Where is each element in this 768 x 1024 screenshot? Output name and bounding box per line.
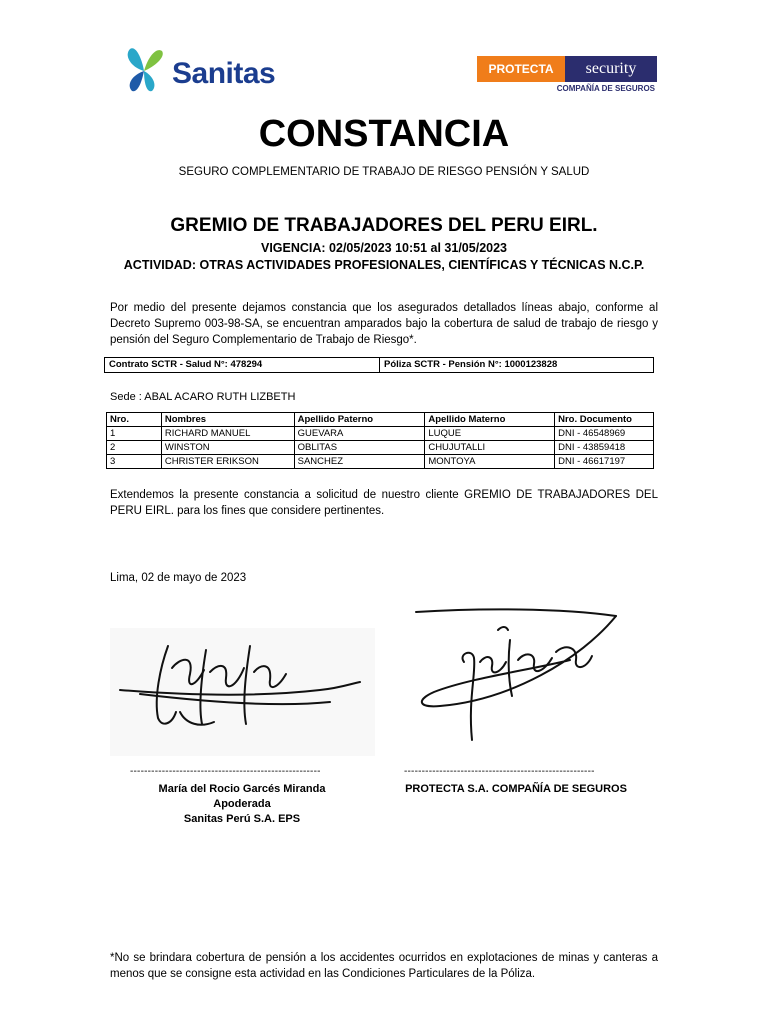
cell-apellido-materno: CHUJUTALLI (425, 441, 555, 455)
cell-apellido-paterno: OBLITAS (294, 441, 425, 455)
signer-sanitas (122, 782, 362, 827)
table-row (107, 441, 654, 455)
table-header-row (107, 413, 654, 427)
signer-organization: PROTECTA S.A. COMPAÑÍA DE SEGUROS (405, 783, 627, 795)
cell-nombres: RICHARD MANUEL (161, 427, 294, 441)
sanitas-butterfly-icon (122, 45, 170, 97)
document-title: CONSTANCIA (258, 113, 510, 155)
cell-apellido-materno: MONTOYA (425, 455, 555, 469)
contrato-salud: Contrato SCTR - Salud N°: 478294 (105, 358, 380, 372)
signature-line-protecta: ------------------------------------------------------ (404, 766, 595, 777)
protecta-logo (477, 56, 657, 96)
cell-documento: DNI - 43859418 (555, 441, 654, 455)
vigencia: VIGENCIA: 02/05/2023 10:51 al 31/05/2023 (261, 241, 507, 255)
footnote: *No se brindara cobertura de pensión a los accidentes ocurridos en explotaciones de minas y canteras a menos que se consigne esta actividad en las Condiciones Particulares de la Póliza. (110, 952, 658, 980)
document-subtitle: SEGURO COMPLEMENTARIO DE TRABAJO DE RIESGO PENSIÓN Y SALUD (178, 166, 590, 178)
protecta-wordmark: PROTECTA (477, 56, 565, 82)
policy-box (104, 357, 654, 373)
cell-nro: 3 (107, 455, 162, 469)
cell-apellido-materno: LUQUE (425, 427, 555, 441)
security-wordmark: security (565, 56, 657, 82)
cell-nombres: WINSTON (161, 441, 294, 455)
sanitas-wordmark: Sanitas (172, 57, 276, 90)
poliza-pension: Póliza SCTR - Pensión N°: 1000123828 (384, 359, 558, 370)
company-name: GREMIO DE TRABAJADORES DEL PERU EIRL. (170, 215, 598, 236)
actividad: ACTIVIDAD: OTRAS ACTIVIDADES PROFESIONALES, CIENTÍFICAS Y TÉCNICAS N.C.P. (123, 258, 645, 272)
cell-nro: 2 (107, 441, 162, 455)
cell-apellido-paterno: GUEVARA (294, 427, 425, 441)
signer-role: Apoderada (213, 798, 271, 810)
signature-line-sanitas: ------------------------------------------------------ (130, 766, 321, 777)
cell-apellido-paterno: SANCHEZ (294, 455, 425, 469)
place-date: Lima, 02 de mayo de 2023 (110, 572, 247, 584)
table-row (107, 427, 654, 441)
signer-protecta (396, 782, 636, 797)
signature-sanitas (110, 628, 375, 756)
header-apellido-paterno: Apellido Paterno (294, 413, 425, 427)
cell-documento: DNI - 46548969 (555, 427, 654, 441)
cell-nro: 1 (107, 427, 162, 441)
signer-name: María del Rocio Garcés Miranda (158, 783, 326, 795)
table-row (107, 455, 654, 469)
signature-protecta (410, 600, 620, 750)
header-nro: Nro. (107, 413, 162, 427)
insured-table (106, 412, 654, 469)
header-documento: Nro. Documento (555, 413, 654, 427)
sede: Sede : ABAL ACARO RUTH LIZBETH (110, 391, 296, 403)
intro-paragraph: Por medio del presente dejamos constancia que los asegurados detallados líneas abajo, conforme al Decreto Supremo 003-98-SA, se encuentran amparados bajo la cobertura de salud de trabajo de riesgo y pensión del Seguro Complementario de Trabajo de Riesgo*. (110, 302, 658, 346)
cell-nombres: CHRISTER ERIKSON (161, 455, 294, 469)
header-nombres: Nombres (161, 413, 294, 427)
cell-documento: DNI - 46617197 (555, 455, 654, 469)
signer-organization: Sanitas Perú S.A. EPS (183, 813, 301, 825)
sanitas-logo (122, 45, 292, 97)
closing-paragraph: Extendemos la presente constancia a solicitud de nuestro cliente GREMIO DE TRABAJADORES DEL PERU EIRL. para los fines que considere pertinentes. (110, 489, 658, 517)
protecta-tagline: COMPAÑÍA DE SEGUROS (556, 84, 655, 93)
header-apellido-materno: Apellido Materno (425, 413, 555, 427)
